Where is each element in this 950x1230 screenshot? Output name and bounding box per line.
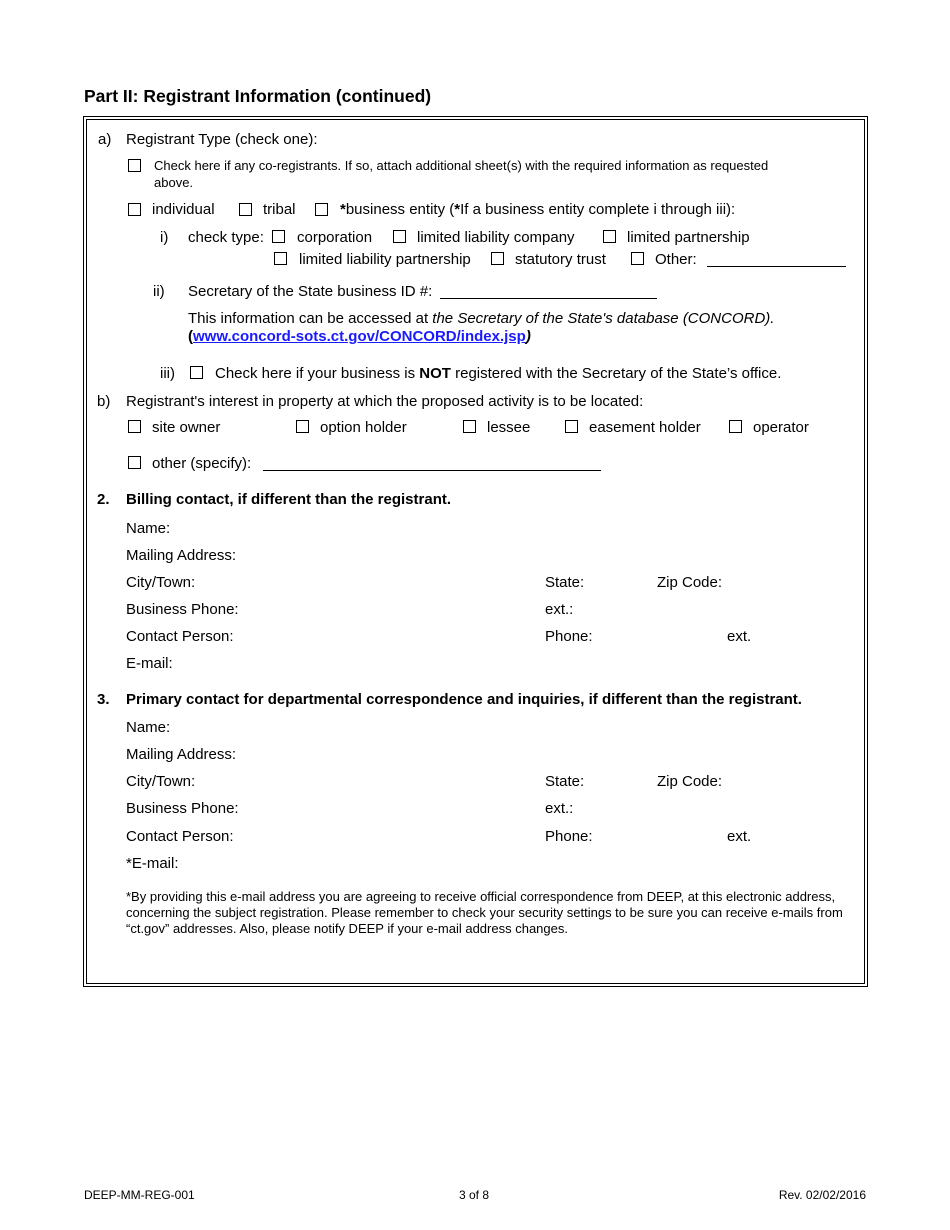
billing-name-label: Name: — [126, 520, 171, 537]
section-2-number: 2. — [97, 491, 110, 508]
section-3-heading: Primary contact for departmental correspondence and inquiries, if different than the registrant. — [126, 691, 802, 708]
not-suffix: registered with the Secretary of the State’s office. — [450, 365, 782, 382]
section-a-marker: a) — [98, 131, 112, 148]
easement-holder-checkbox[interactable] — [565, 420, 578, 433]
lp-checkbox[interactable] — [603, 230, 616, 243]
site-owner-checkbox[interactable] — [128, 420, 141, 433]
section-3-number: 3. — [97, 691, 110, 708]
sos-id-input-line[interactable] — [440, 298, 657, 299]
other-interest-input-line[interactable] — [263, 470, 601, 471]
email-notice: *By providing this e-mail address you are agreeing to receive official correspondence from DEEP, at this electronic address, concerning the subject registration. Please remember to check your security settings to be sure you can receive e-mails from “ct.gov” addresses. Also, please notify DEEP if your e-mail address changes. — [126, 889, 843, 936]
individual-checkbox[interactable] — [128, 203, 141, 216]
footer-form-id: DEEP-MM-REG-001 — [84, 1188, 195, 1202]
corporation-checkbox[interactable] — [272, 230, 285, 243]
option-holder-checkbox[interactable] — [296, 420, 309, 433]
billing-email-label: E-mail: — [126, 655, 173, 672]
coregistrants-text-line2: above. — [154, 175, 194, 190]
billing-ext-label: ext.: — [545, 601, 574, 618]
tribal-label: tribal — [263, 201, 296, 218]
option-holder-label: option holder — [320, 419, 407, 436]
individual-label: individual — [152, 201, 215, 218]
llc-label: limited liability company — [417, 229, 575, 246]
not-registered-checkbox[interactable] — [190, 366, 203, 379]
coregistrants-checkbox[interactable] — [128, 159, 141, 172]
primary-phone-ext-label: ext. — [727, 828, 752, 845]
primary-business-phone-label: Business Phone: — [126, 800, 239, 817]
concord-link[interactable]: www.concord-sots.ct.gov/CONCORD/index.jsp — [193, 328, 526, 345]
statutory-trust-label: statutory trust — [515, 251, 606, 268]
interest-label: Registrant's interest in property at which the proposed activity is to be located: — [126, 393, 644, 410]
section-2-heading: Billing contact, if different than the registrant. — [126, 491, 452, 508]
business-note: If a business entity complete i through iii): — [460, 201, 736, 218]
easement-holder-label: easement holder — [589, 419, 701, 436]
corporation-label: corporation — [297, 229, 373, 246]
not-prefix: Check here if your business is — [215, 365, 420, 382]
billing-city-label: City/Town: — [126, 574, 196, 591]
billing-zip-label: Zip Code: — [657, 574, 723, 591]
primary-email-label: *E-mail: — [126, 855, 179, 872]
billing-phone-label: Phone: — [545, 628, 593, 645]
lp-label: limited partnership — [627, 229, 750, 246]
other-type-label: Other: — [655, 251, 697, 268]
operator-label: operator — [753, 419, 809, 436]
primary-state-label: State: — [545, 773, 585, 790]
paren-close: ) — [525, 328, 531, 345]
business-star2: * — [454, 201, 461, 218]
primary-mailing-label: Mailing Address: — [126, 746, 237, 763]
concord-info-text — [188, 310, 774, 327]
statutory-trust-checkbox[interactable] — [491, 252, 504, 265]
primary-phone-label: Phone: — [545, 828, 593, 845]
item-ii-marker: ii) — [153, 283, 165, 300]
llp-label: limited liability partnership — [299, 251, 471, 268]
other-type-checkbox[interactable] — [631, 252, 644, 265]
billing-state-label: State: — [545, 574, 585, 591]
business-star: * — [340, 201, 346, 218]
billing-contact-label: Contact Person: — [126, 628, 234, 645]
tribal-checkbox[interactable] — [239, 203, 252, 216]
sos-id-label: Secretary of the State business ID #: — [188, 283, 433, 300]
billing-phone-ext-label: ext. — [727, 628, 752, 645]
business-text: business entity ( — [345, 201, 455, 218]
paren-open: ( — [188, 328, 193, 345]
other-interest-label: other (specify): — [152, 455, 252, 472]
lessee-label: lessee — [487, 419, 531, 436]
primary-name-label: Name: — [126, 719, 171, 736]
concord-info-prefix: This information can be accessed at — [188, 310, 433, 327]
footer-page-number: 3 of 8 — [459, 1188, 490, 1202]
lessee-checkbox[interactable] — [463, 420, 476, 433]
concord-info-italic: the Secretary of the State's database (CONCORD). — [432, 310, 775, 327]
page-title: Part II: Registrant Information (continued) — [84, 86, 432, 106]
not-bold: NOT — [419, 365, 451, 382]
other-type-input-line[interactable] — [707, 266, 846, 267]
primary-city-label: City/Town: — [126, 773, 196, 790]
primary-contact-label: Contact Person: — [126, 828, 234, 845]
coregistrants-text-line1: Check here if any co-registrants. If so, attach additional sheet(s) with the required information as requested — [154, 158, 769, 173]
site-owner-label: site owner — [152, 419, 221, 436]
not-registered-text — [215, 365, 781, 382]
item-i-marker: i) — [160, 229, 169, 246]
registrant-type-label: Registrant Type (check one): — [126, 131, 318, 148]
primary-zip-label: Zip Code: — [657, 773, 723, 790]
billing-mailing-label: Mailing Address: — [126, 547, 237, 564]
section-b-marker: b) — [97, 393, 111, 410]
footer-revision: Rev. 02/02/2016 — [778, 1188, 866, 1202]
item-iii-marker: iii) — [160, 365, 175, 382]
concord-link-line — [188, 328, 531, 345]
check-type-label: check type: — [188, 229, 264, 246]
llc-checkbox[interactable] — [393, 230, 406, 243]
business-entity-label — [340, 201, 735, 218]
primary-ext-label: ext.: — [545, 800, 574, 817]
billing-business-phone-label: Business Phone: — [126, 601, 239, 618]
business-entity-checkbox[interactable] — [315, 203, 328, 216]
llp-checkbox[interactable] — [274, 252, 287, 265]
operator-checkbox[interactable] — [729, 420, 742, 433]
other-interest-checkbox[interactable] — [128, 456, 141, 469]
